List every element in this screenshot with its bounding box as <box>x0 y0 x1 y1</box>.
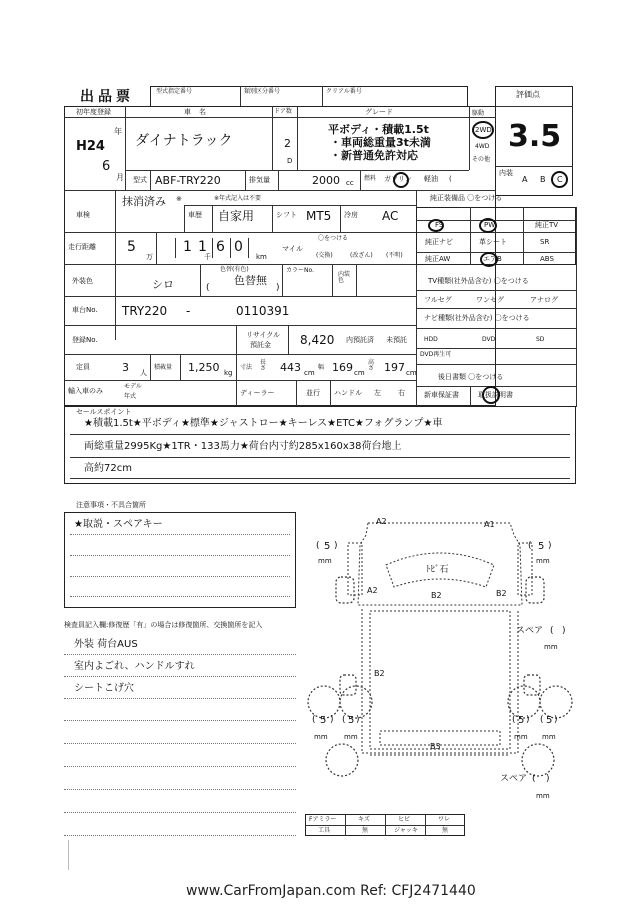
diag-label-a2: A2 <box>367 586 378 595</box>
tire-fr-value: 5 <box>538 541 545 552</box>
drive-2wd: 2WD <box>475 126 492 134</box>
ac-value: AC <box>382 209 399 223</box>
model-year-label2: 年式 <box>124 393 137 400</box>
hgt-label: 高さ <box>368 359 375 372</box>
reg-label: 登録No. <box>72 336 98 344</box>
month-value: 6 <box>102 159 111 174</box>
diag-label-b2-left: B2 <box>374 669 385 678</box>
tire-fr-mm: mm <box>536 557 550 565</box>
doors-value: 2 <box>284 137 291 150</box>
tire-rl-paren: ( <box>312 715 316 725</box>
mileage-label: 走行距離 <box>68 243 96 251</box>
tv-title: TV種類(社外品含む) 〇をつける <box>428 277 529 285</box>
spare-paren-2: ( <box>532 774 536 784</box>
legend-h1: Fアミラー <box>309 816 337 823</box>
import-label: 輸入車のみ <box>68 387 103 395</box>
warranty-circle <box>482 386 500 404</box>
note-small: ※ <box>176 195 182 203</box>
mileage-d2: 1 <box>183 239 192 255</box>
equip-sr: SR <box>540 238 550 246</box>
light-label: 軽油 <box>424 175 438 183</box>
spare-label-1: スペア <box>516 626 544 636</box>
chassis-model: TRY220 <box>122 304 168 318</box>
inspection-label: 車検 <box>76 211 90 219</box>
model-value: ABF-TRY220 <box>155 174 221 187</box>
import-handle: ハンドル <box>334 389 362 397</box>
capacity-value: 3 <box>122 361 129 374</box>
equip-leather: 革シート <box>479 238 507 246</box>
doors-suffix: D <box>287 157 293 165</box>
equip-abs: ABS <box>540 255 554 263</box>
legend-h4: ワレ <box>438 816 451 823</box>
ac-label: 冷房 <box>344 211 358 219</box>
sales-line2: 両総重量2995Kg★1TR・133馬力★荷台内寸約285x160x38荷台地上 <box>84 441 402 452</box>
capacity-label: 定員 <box>76 363 90 371</box>
legend-r3: ジャッキ <box>394 827 418 834</box>
interior-b: B <box>540 175 546 184</box>
tire-rl2-value: 5 <box>348 715 355 726</box>
tv-oneseg: ワンセグ <box>476 296 504 304</box>
score-label: 評価点 <box>516 90 540 99</box>
load-label: 積載量 <box>154 364 173 371</box>
nav-title: ナビ種類(社外品含む) 〇をつける <box>424 314 530 322</box>
tire-rr2-paren-close: ) <box>554 715 558 725</box>
usage-value: 自家用 <box>218 209 255 223</box>
equip-airb-circle <box>480 252 498 267</box>
tire-rl-value: 5 <box>320 715 327 726</box>
drive-2wd-circle <box>472 121 494 139</box>
color-value: シロ <box>152 278 174 291</box>
dvd-play: DVD再生可 <box>420 351 452 358</box>
color-paren-close: ) <box>276 283 280 293</box>
color-label: 外装色 <box>72 277 93 285</box>
inspector-line2: 室内よごれ、ハンドルすれ <box>74 661 195 672</box>
tv-fullseg: フルセグ <box>424 296 452 304</box>
len-unit: cm <box>304 369 315 377</box>
equipment-title: 純正装備品 〇をつける <box>430 194 503 202</box>
recycle-status2: 未預託 <box>386 336 407 344</box>
recycle-status: 内預託済 <box>346 336 374 344</box>
mileage-opt3: (不明) <box>386 252 403 259</box>
inspection-value: 抹消済み <box>122 195 166 208</box>
grade-label: グレード <box>365 108 393 116</box>
load-value: 1,250 <box>188 361 220 374</box>
usage-note: ※年式記入は不要 <box>214 195 262 202</box>
mileage-circle-note: 〇をつける <box>318 235 349 242</box>
mileage-d4: 6 <box>216 239 225 255</box>
mileage-sen: 千 <box>204 253 211 261</box>
grade-line3: ・新普通免許対応 <box>330 149 418 162</box>
warranty-opt1: 新車保証書 <box>424 391 459 399</box>
diag-center-label: ﾄﾋﾞ石 <box>426 565 449 575</box>
page-title: 出品票 <box>80 89 134 105</box>
inspector-label: 検査員記入欄:修復歴「有」の場合は修復箇所、交換箇所を記入 <box>64 621 263 629</box>
vehicle-name: ダイナトラック <box>135 133 233 149</box>
tire-fl-value: 5 <box>324 541 331 552</box>
mileage-d5: 0 <box>234 239 243 255</box>
legend-r4: 無 <box>442 827 449 834</box>
import-parallel: 並行 <box>306 389 320 397</box>
color-change-label: 色替(有色) <box>220 266 249 273</box>
mileage-km: km <box>256 253 267 261</box>
tire-rr2-mm: mm <box>542 733 556 741</box>
tire-fr-paren: ( <box>528 541 532 551</box>
interior-c-circle <box>551 171 568 188</box>
import-right: 右 <box>398 389 405 397</box>
drive-other: その他 <box>472 156 491 163</box>
legend-h3: ヒビ <box>398 816 411 823</box>
shift-label: シフト <box>276 211 297 219</box>
footer-ref: www.CarFromJapan.com Ref: CFJ2471440 <box>186 883 476 899</box>
drive-4wd: 4WD <box>475 143 490 150</box>
legend-r1: 工具 <box>318 827 331 834</box>
spare-paren-1: ( <box>550 626 554 636</box>
equip-airb: エアB <box>483 255 502 263</box>
diag-label-b2-right: B2 <box>496 589 507 598</box>
tv-analog: アナログ <box>530 296 558 304</box>
interior-label: 内装 <box>499 169 513 177</box>
diag-label-b2-cab: B2 <box>431 591 442 600</box>
spare-mm-2: mm <box>536 792 550 800</box>
tire-rr2-paren: ( <box>540 715 544 725</box>
score-value: 3.5 <box>508 119 562 154</box>
tire-fr-paren-close: ) <box>548 541 552 551</box>
interior-color-label: 内装色 <box>338 271 351 284</box>
grade-line1: 平ボディ・積載1.5t <box>328 123 429 136</box>
color-paren-open: ( <box>206 283 210 293</box>
tire-rl-paren-close: ) <box>330 715 334 725</box>
equip-fs-circle <box>428 219 444 232</box>
chassis-number: 0110391 <box>236 304 290 318</box>
fuel-value: ガソリン <box>384 175 412 183</box>
diag-label-b3: B3 <box>430 742 441 751</box>
color-no-label: カラーNo. <box>286 267 314 274</box>
equip-pw: PW <box>484 221 496 229</box>
drive-label: 駆動 <box>472 110 485 117</box>
mileage-opt1: (交換) <box>316 252 333 259</box>
notes-line1: ★取説・スペアキー <box>74 519 163 530</box>
equip-aw: 純正AW <box>425 255 451 263</box>
spare-label-2: スペア <box>500 774 528 784</box>
equip-tv: 純正TV <box>535 221 559 229</box>
sales-line3: 高約72cm <box>84 463 132 474</box>
wid-unit: cm <box>354 369 365 377</box>
tire-fl-paren: ( <box>316 541 320 551</box>
tire-fl-mm: mm <box>318 557 332 565</box>
year-value: H24 <box>76 139 105 154</box>
tire-fl-paren-close: ) <box>334 541 338 551</box>
first-reg-label: 初年度登録 <box>76 108 111 116</box>
dim-label: 寸法 <box>240 364 253 371</box>
model-spec-label: 型式指定番号 <box>156 88 193 95</box>
name-label: 車名 <box>184 108 214 116</box>
len-label: 長さ <box>260 359 267 372</box>
class-no-label: 類別区分番号 <box>244 88 281 95</box>
usage-label: 車歴 <box>188 211 202 219</box>
recycle-value: 8,420 <box>300 333 335 347</box>
mileage-d1: 5 <box>127 239 136 255</box>
tire-rl2-mm: mm <box>344 733 358 741</box>
capacity-unit: 人 <box>140 369 147 377</box>
equip-fs: FS <box>435 221 444 229</box>
tire-rl2-paren-close: ) <box>356 715 360 725</box>
light-paren: ( <box>449 175 452 183</box>
month-unit: 月 <box>116 173 124 182</box>
diag-label-a1: A1 <box>484 520 495 529</box>
chassis-dash: - <box>186 304 191 318</box>
color-change-value: 色替無 <box>234 274 267 287</box>
sales-point-label: セールスポイント <box>76 408 132 416</box>
sales-line1: ★積載1.5t★平ボディ★標準★ジャストロー★キーレス★ETC★フォグランプ★車 <box>84 418 443 429</box>
doors-label: ドア数 <box>274 108 292 115</box>
import-dealer: ディーラー <box>240 389 275 397</box>
diag-label-a2-top: A2 <box>376 517 387 526</box>
spare-paren-close-1: ) <box>562 626 566 636</box>
tire-rr-mm: mm <box>514 733 528 741</box>
tire-rr-paren-close: ) <box>526 715 530 725</box>
mileage-opt2: (改ざん) <box>350 252 373 259</box>
inspector-line3: シートこげ穴 <box>74 683 134 694</box>
warranty-title: 後日書類 〇をつける <box>438 373 504 381</box>
wid-value: 169 <box>332 361 353 374</box>
tire-rr-value: 5 <box>518 715 525 726</box>
grade-line2: ・車両総重量3t未満 <box>330 136 431 149</box>
hgt-value: 197 <box>384 361 405 374</box>
header-id-box <box>150 86 468 107</box>
nav-hdd: HDD <box>424 336 438 343</box>
recycle-label2: 預託金 <box>250 341 271 349</box>
import-left: 左 <box>374 389 381 397</box>
spare-mm-1: mm <box>544 643 558 651</box>
spare-paren-close-2: ) <box>546 774 550 784</box>
nav-dvd: DVD <box>482 336 496 343</box>
mileage-man: 万 <box>146 253 153 261</box>
legend-h2: キズ <box>358 816 370 823</box>
mileage-d3: 1 <box>198 239 207 255</box>
warranty-opt2: 取扱説明書 <box>478 391 513 399</box>
inspector-line1: 外装 荷台AUS <box>74 639 138 650</box>
legend-r2: 無 <box>362 827 369 834</box>
year-unit: 年 <box>114 127 122 136</box>
hgt-unit: cm <box>406 369 417 377</box>
model-year-label: モデル <box>124 383 142 390</box>
disp-value: 2000 <box>312 174 340 187</box>
wid-label: 幅 <box>318 364 325 371</box>
equip-pw-circle <box>479 218 497 233</box>
equip-navi: 純正ナビ <box>425 238 453 246</box>
interior-a: A <box>522 175 528 184</box>
tire-rl-mm: mm <box>314 733 328 741</box>
disp-label: 排気量 <box>249 176 270 184</box>
tire-rr-paren: ( <box>512 715 516 725</box>
shift-value: MT5 <box>306 209 332 223</box>
notes-label: 注意事項・不具合箇所 <box>76 501 146 509</box>
interior-c: C <box>557 175 563 184</box>
tire-rl2-paren: ( <box>342 715 346 725</box>
disp-unit: cc <box>346 179 354 187</box>
chassis-label: 車台No. <box>72 306 98 314</box>
load-unit: kg <box>224 369 233 377</box>
nav-sd: SD <box>536 336 545 343</box>
tire-rr2-value: 5 <box>546 715 553 726</box>
recycle-label1: リサイクル <box>246 331 281 339</box>
fuel-circle <box>393 172 409 188</box>
fuel-label: 燃料 <box>364 175 377 182</box>
clear-no-label: クリアル番号 <box>326 88 362 95</box>
model-label: 型式 <box>133 176 147 184</box>
len-value: 443 <box>280 361 301 374</box>
mileage-mile: マイル <box>282 245 303 253</box>
